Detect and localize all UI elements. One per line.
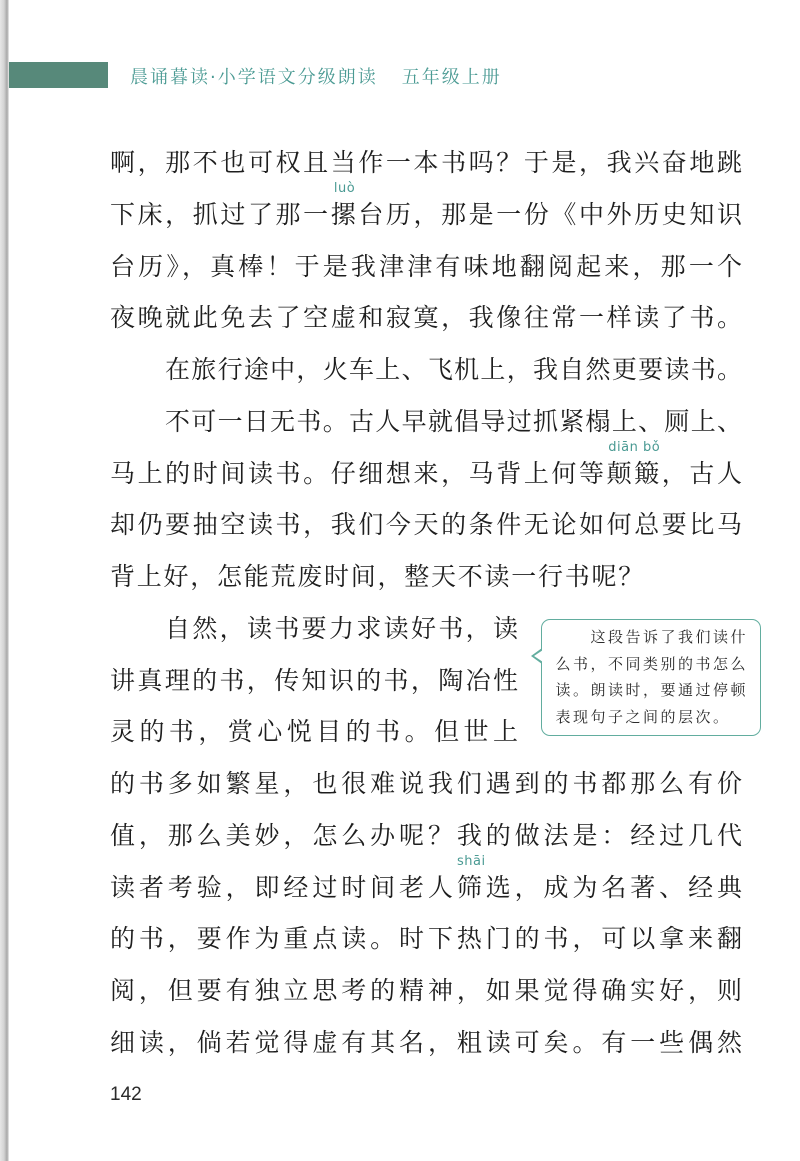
body-line: 值，那么美妙，怎么办呢？我的做法是：经过几代 [110, 820, 742, 850]
body-line: 自然，读书要力求读好书，读 [165, 613, 518, 643]
body-line [110, 439, 742, 500]
body-line: 不可一日无书。古人早就倡导过抓紧榻上、厕上、 [165, 406, 742, 436]
volume-label: 五年级上册 [401, 67, 502, 88]
pinyin-annotation: luò [333, 180, 356, 196]
margin-note-callout [541, 619, 761, 736]
pinyin-annotation: shāi [457, 853, 486, 869]
line-segment: 下床，抓过了那一 [110, 199, 331, 229]
annotated-word [606, 439, 662, 488]
line-segment: 选，成为名著、经典 [485, 872, 742, 902]
body-line: 细读，倘若觉得虚有其名，粗读可矣。有一些偶然 [110, 1027, 742, 1057]
line-segment: ，古人 [661, 458, 742, 488]
body-line: 阅，但要有独立思考的精神，如果觉得确实好，则 [110, 976, 742, 1005]
body-line: 讲真理的书，传知识的书，陶冶性 [110, 665, 518, 695]
body-text [110, 137, 742, 1069]
body-line: 背上好，怎能荒废时间，整天不读一行书呢？ [110, 562, 646, 591]
body-line: 却仍要抽空读书，我们今天的条件无论如何总要比马 [110, 510, 742, 540]
note-line: 这段告诉了我们读什 [590, 628, 749, 646]
body-line: 台历》，真棒！于是我津津有味地翻阅起来，那一个 [110, 251, 742, 281]
annotated-characters: 颠簸 [606, 458, 662, 488]
note-line: 表现句子之间的层次。 [555, 707, 731, 726]
body-line [110, 853, 742, 914]
running-header [130, 66, 502, 90]
body-line: 灵的书，赏心悦目的书。但世上 [110, 717, 518, 747]
note-line: 么书，不同类别的书怎么 [555, 654, 749, 673]
line-segment: 台历，那是一份《中外历史知识 [358, 199, 742, 229]
body-line: 在旅行途中，火车上、飞机上，我自然更要读书。 [165, 355, 742, 384]
line-segment: 读者考验，即经过时间老人 [110, 872, 457, 902]
pinyin-annotation: diān bǒ [608, 439, 661, 455]
page-number: 142 [110, 1084, 142, 1105]
body-line: 夜晚就此免去了空虚和寂寞，我像往常一样读了书。 [110, 303, 742, 333]
series-title: 晨诵暮读·小学语文分级朗读 [130, 67, 378, 88]
body-line: 的书，要作为重点读。时下热门的书，可以拿来翻 [110, 924, 742, 954]
body-line: 啊，那不也可权且当作一本书吗？于是，我兴奋地跳 [110, 148, 742, 177]
note-line: 读。朗读时，要通过停顿 [555, 681, 749, 699]
annotated-characters: 摞 [330, 199, 359, 229]
body-line: 的书多如繁星，也很难说我们遇到的书都那么有价 [110, 769, 742, 798]
annotated-characters: 筛 [456, 872, 486, 902]
header-color-bar [9, 62, 108, 88]
body-line [110, 180, 742, 241]
line-segment: 马上的时间读书。仔细想来，马背上何等 [110, 458, 607, 488]
annotated-word [330, 180, 359, 229]
page-spine-shadow [0, 0, 9, 1161]
annotated-word [456, 853, 486, 902]
